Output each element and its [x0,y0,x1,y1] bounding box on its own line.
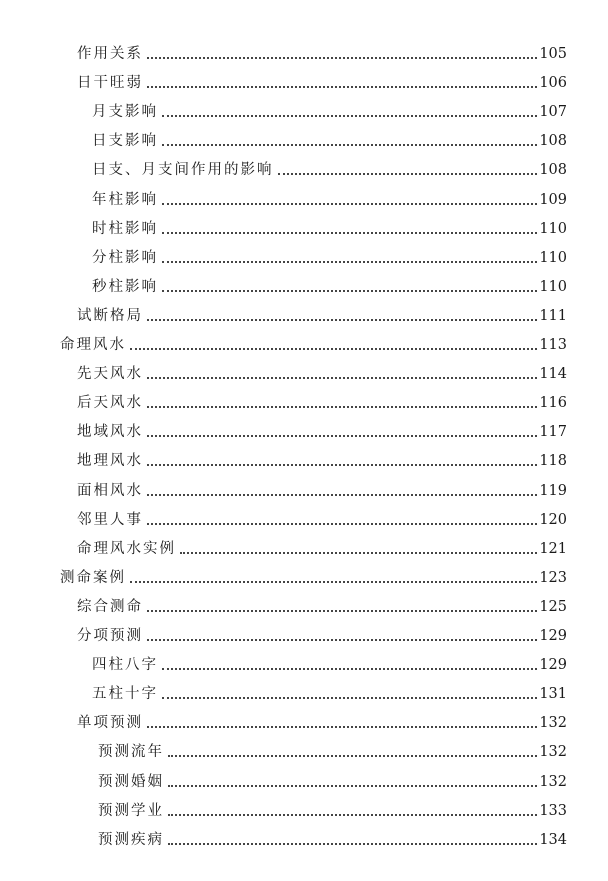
toc-entry-page-number: 108 [539,162,567,179]
toc-entry-title: 日干旺弱 [77,75,143,92]
toc-entry-page-number: 118 [539,453,567,470]
toc-entry-page-number: 107 [539,104,567,121]
toc-entry-title: 预测流年 [98,744,164,761]
toc-entry-title: 命理风水实例 [77,540,176,557]
toc-entry-page-number: 131 [539,686,567,703]
dot-leader [147,57,537,59]
toc-entry[interactable] [0,128,567,150]
toc-entry-title: 地理风水 [77,453,143,470]
dot-leader [147,319,537,321]
toc-entry-title: 日支、月支间作用的影响 [92,162,274,179]
dot-leader [147,406,537,408]
toc-entry[interactable] [0,303,567,325]
dot-leader [168,755,537,757]
toc-entry[interactable] [0,827,567,849]
toc-entry-title: 五柱十字 [92,686,158,703]
toc-entry-page-number: 113 [539,337,567,353]
dot-leader [162,697,537,699]
toc-entry-page-number: 134 [539,831,567,848]
toc-entry-title: 日支影响 [92,133,158,150]
toc-entry[interactable] [0,245,567,267]
dot-leader [147,639,537,641]
dot-leader [168,843,537,845]
toc-entry-title: 分项预测 [77,628,143,644]
toc-entry-page-number: 116 [539,395,567,412]
toc-entry-page-number: 110 [539,278,567,295]
toc-entry-title: 月支影响 [92,104,158,121]
dot-leader [130,348,537,350]
toc-entry-page-number: 123 [539,569,567,586]
dot-leader [180,552,537,554]
toc-entry[interactable] [0,652,567,674]
toc-entry[interactable] [0,739,567,761]
dot-leader [162,232,537,234]
toc-entry[interactable] [0,419,567,441]
toc-entry[interactable] [0,99,567,121]
toc-entry-page-number: 119 [539,482,567,499]
toc-entry-title: 秒柱影响 [92,278,158,295]
toc-entry-title: 后天风水 [77,395,143,412]
dot-leader [162,261,537,263]
toc-entry-page-number: 108 [539,133,567,150]
toc-entry[interactable] [0,390,567,412]
toc-entry[interactable] [0,41,567,63]
toc-entry-page-number: 132 [539,773,567,790]
dot-leader [147,610,537,612]
toc-entry[interactable] [0,157,567,179]
dot-leader [147,523,537,525]
dot-leader [147,435,537,437]
toc-entry[interactable] [0,274,567,296]
dot-leader [147,726,537,728]
toc-entry-page-number: 133 [539,802,567,819]
dot-leader [278,173,538,175]
toc-entry-page-number: 129 [539,628,567,644]
dot-leader [147,377,537,379]
toc-entry[interactable] [0,681,567,703]
toc-entry[interactable] [0,361,567,383]
toc-entry-page-number: 114 [539,366,567,383]
toc-entry[interactable] [0,710,567,732]
toc-entry-title: 分柱影响 [92,249,158,266]
toc-entry-page-number: 106 [539,75,567,92]
dot-leader [162,144,537,146]
toc-entry[interactable] [0,623,567,645]
toc-entry-title: 四柱八字 [92,657,158,674]
toc-entry-title: 预测婚姻 [98,773,164,790]
toc-entry[interactable] [0,798,567,820]
dot-leader [168,785,537,787]
dot-leader [162,115,537,117]
toc-entry-page-number: 132 [539,744,567,761]
toc-entry[interactable] [0,332,567,354]
toc-entry-page-number: 110 [539,249,567,266]
toc-entry-title: 时柱影响 [92,220,158,237]
toc-entry[interactable] [0,478,567,500]
dot-leader [147,86,537,88]
toc-entry-title: 综合测命 [77,598,143,615]
toc-entry-title: 预测疾病 [98,831,164,848]
toc-entry-title: 测命案例 [60,569,126,586]
toc-entry-page-number: 121 [539,540,567,557]
toc-entry-title: 试断格局 [77,307,143,324]
toc-entry-title: 先天风水 [77,366,143,383]
dot-leader [130,581,537,583]
toc-entry-title: 面相风水 [77,482,143,499]
toc-entry-page-number: 129 [539,657,567,674]
toc-entry-title: 命理风水 [60,337,126,353]
toc-entry[interactable] [0,187,567,209]
toc-entry[interactable] [0,216,567,238]
toc-entry-page-number: 111 [539,307,567,324]
toc-entry-title: 邻里人事 [77,511,143,528]
dot-leader [162,203,537,205]
toc-entry-page-number: 120 [539,511,567,528]
toc-entry-title: 单项预测 [77,715,143,732]
toc-entry[interactable] [0,536,567,558]
toc-entry-page-number: 105 [539,46,567,62]
dot-leader [168,814,537,816]
toc-entry[interactable] [0,70,567,92]
dot-leader [162,290,537,292]
dot-leader [147,464,537,466]
toc-entry-title: 地域风水 [77,424,143,441]
toc-entry-page-number: 110 [539,220,567,237]
toc-entry[interactable] [0,448,567,470]
toc-entry[interactable] [0,769,567,791]
toc-entry-page-number: 117 [539,424,567,441]
toc-entry[interactable] [0,565,567,587]
toc-entry-page-number: 125 [539,598,567,615]
toc-entry[interactable] [0,594,567,616]
toc-entry-page-number: 132 [539,715,567,732]
toc-entry-page-number: 109 [539,191,567,208]
toc-entry-title: 年柱影响 [92,191,158,208]
toc-entry-title: 预测学业 [98,802,164,819]
dot-leader [147,494,537,496]
dot-leader [162,668,537,670]
toc-entry[interactable] [0,507,567,529]
toc-entry-title: 作用关系 [77,46,143,62]
